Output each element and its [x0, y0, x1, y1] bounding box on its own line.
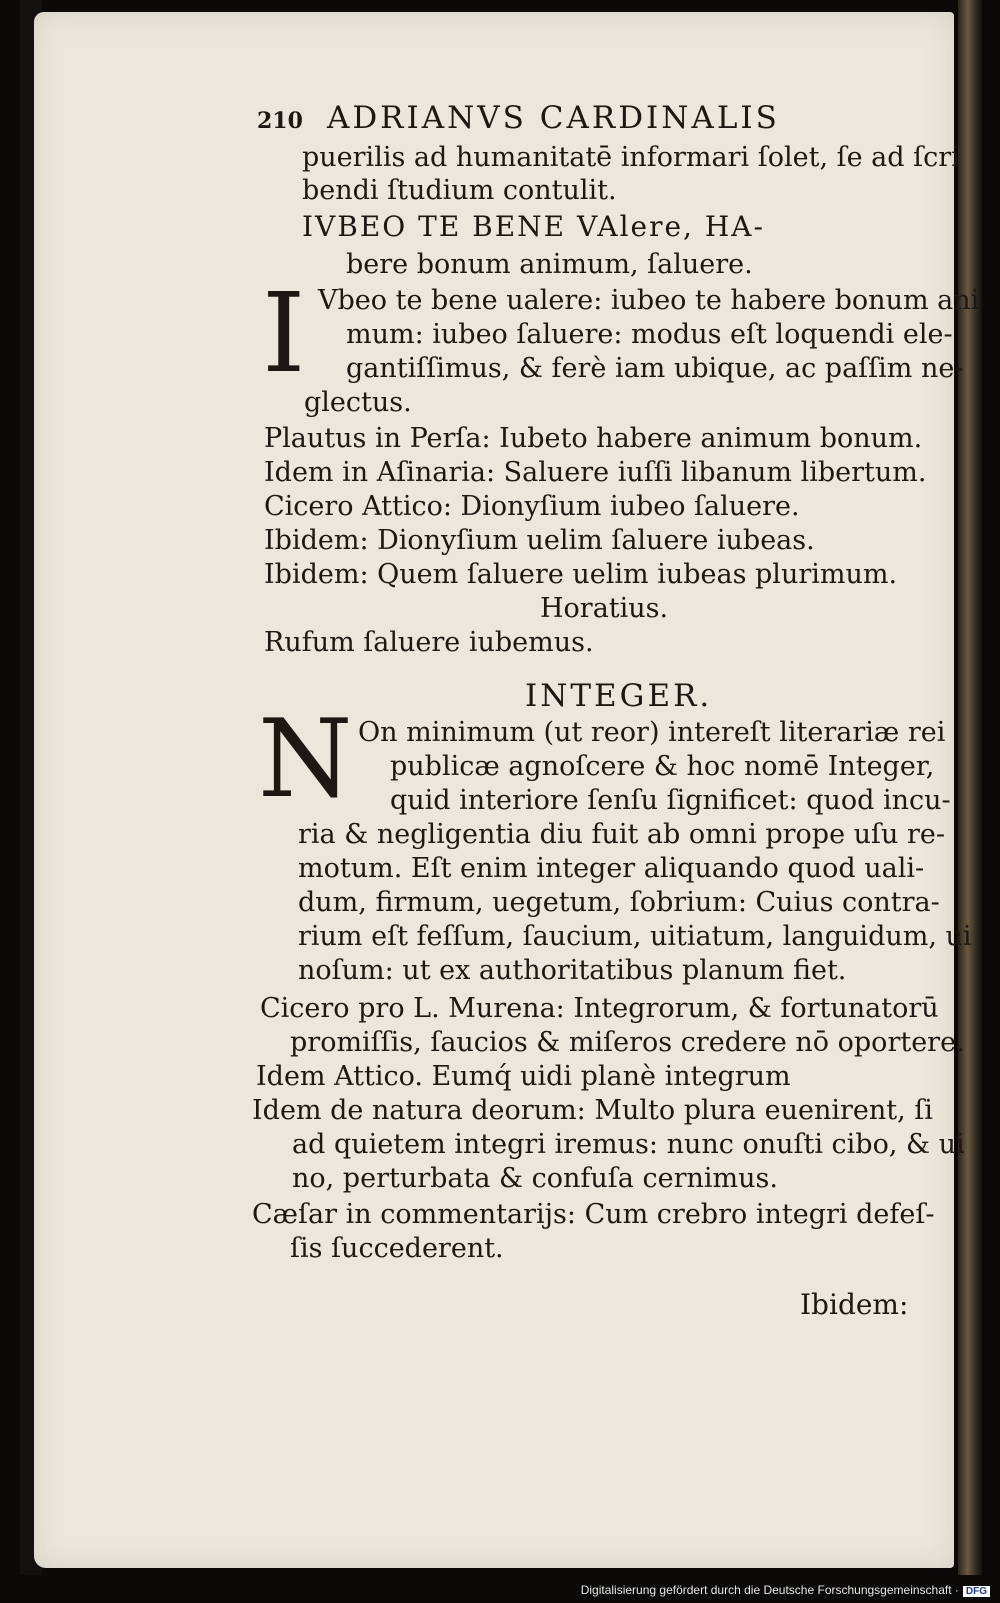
drop-cap-initial: N [258, 697, 353, 822]
text-line: rium eſt feſſum, ſaucium, uitiatum, languidum, ui [298, 921, 972, 952]
text-line: bendi ſtudium contulit. [302, 175, 617, 206]
text-line: motum. Eſt enim integer aliquando quod uali- [298, 853, 925, 884]
running-head [257, 98, 780, 141]
text-line: Vbeo te bene ualere: iubeo te habere bonum ani [318, 285, 980, 316]
page-gutter [958, 0, 982, 1575]
folio-number: 210 [257, 108, 303, 134]
section-title: bere bonum animum, ſaluere. [346, 249, 753, 280]
quote-line: no, perturbata & confuſa cernimus. [292, 1163, 778, 1194]
quote-line: Rufum ſaluere iubemus. [264, 627, 594, 658]
text-line: gantiſſimus, & ferè iam ubique, ac paſſim ne- [346, 353, 964, 384]
quote-line: ad quietem integri iremus: nunc onuſti cibo, & ui [292, 1129, 965, 1160]
quote-line: Ibidem: Quem ſaluere uelim iubeas plurimum. [264, 559, 898, 590]
quote-line: ſis ſuccederent. [290, 1233, 504, 1264]
text-line: noſum: ut ex authoritatibus planum fiet. [298, 955, 847, 986]
text-line: puerilis ad humanitatē informari ſolet, ſe ad ſcri [302, 142, 960, 173]
quote-line: Idem Attico. Eumq́ uidi planè integrum [256, 1061, 791, 1092]
quote-line: Idem de natura deorum: Multo plura euenirent, ſi [252, 1095, 933, 1126]
running-head-title: ADRIANVS CARDINALIS [326, 100, 780, 136]
text-line: mum: iubeo ſaluere: modus eſt loquendi ele- [346, 319, 953, 350]
quote-author: Horatius. [540, 593, 669, 624]
credit-text: Digitalisierung gefördert durch die Deutsche Forschungsgemeinschaft · [580, 1583, 959, 1597]
quote-line: Plautus in Perſa: Iubeto habere animum bonum. [264, 423, 923, 454]
catchword: Ibidem: [800, 1288, 909, 1321]
text-line: ria & negligentia diu fuit ab omni prope uſu re- [298, 819, 945, 850]
section-heading: INTEGER. [525, 678, 713, 714]
quote-line: Cicero Attico: Dionyſium iubeo ſaluere. [264, 491, 800, 522]
drop-cap-initial: I [262, 269, 306, 397]
quote-line: Ibidem: Dionyſium uelim ſaluere iubeas. [264, 525, 815, 556]
digitization-credit [581, 1583, 990, 1597]
quote-line: Idem in Aſinaria: Saluere iuſſi libanum libertum. [264, 457, 927, 488]
quote-line: Cicero pro L. Murena: Integrorum, & fortunatorū [260, 993, 939, 1024]
section-title: IVBEO TE BENE VAlere, HA- [302, 210, 765, 243]
text-line: On minimum (ut reor) intereſt literariæ rei [358, 717, 946, 748]
quote-line: Cæſar in commentarijs: Cum crebro integri defeſ- [252, 1199, 935, 1230]
text-line: glectus. [304, 387, 412, 418]
text-line: publicæ agnoſcere & hoc nomē Integer, [390, 751, 935, 782]
text-line: dum, firmum, uegetum, ſobrium: Cuius contra- [298, 887, 940, 918]
text-line: quid interiore ſenſu ſignificet: quod incu- [390, 785, 951, 816]
dfg-logo: DFG [963, 1586, 990, 1597]
quote-line: promiſſis, ſaucios & miſeros credere nō oportere. [290, 1027, 965, 1058]
